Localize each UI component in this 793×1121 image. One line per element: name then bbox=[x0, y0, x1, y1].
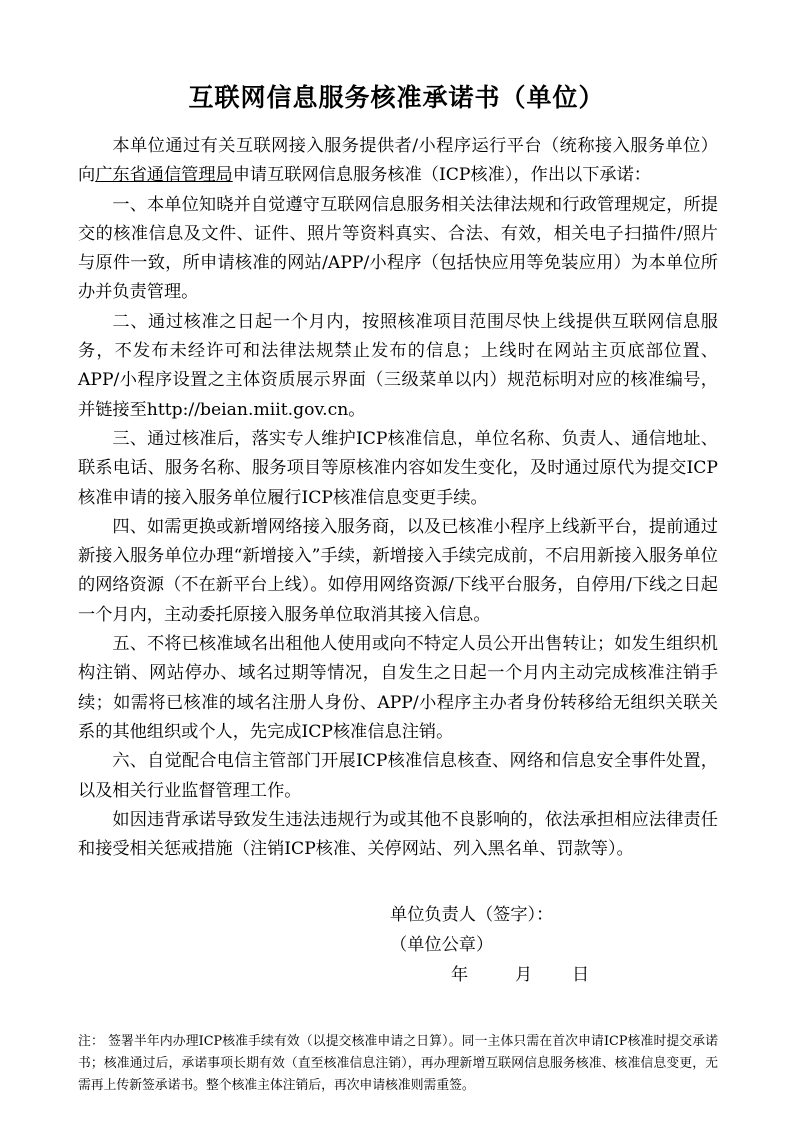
clause-2: 二、通过核准之日起一个月内，按照核准项目范围尽快上线提供互联网信息服务，不发布未经许可和法律法规禁止发布的信息；上线时在网站主页底部位置、APP/小程序设置之主体资质展示界面（三级菜单以内）规范标明对应的核准编号，并链接至http://beian.miit.gov.cn。 bbox=[78, 311, 718, 420]
responsible-signature-label: 单位负责人（签字）： bbox=[390, 905, 554, 925]
footnote: 注： 签署半年内办理ICP核准手续有效（以提交核准申请之日算）。同一主体只需在首次申请ICP核准时提交承诺书；核准通过后，承诺事项长期有效（直至核准信息注销），再办理新增互联网信息服务核准、核准信息变更，无需再上传新签承诺书。整个核准主体注销后，再次申请核准则需重签。 bbox=[78, 1034, 718, 1093]
document-title: 互联网信息服务核准承诺书（单位） bbox=[188, 83, 605, 112]
liability-paragraph: 如因违背承诺导致发生违法违规行为或其他不良影响的，依法承担相应法律责任和接受相关惩戒措施（注销ICP核准、关停网站、列入黑名单、罚款等）。 bbox=[78, 809, 718, 860]
intro-paragraph bbox=[78, 132, 718, 191]
seal-label: （单位公章） bbox=[390, 935, 494, 955]
year-label: 年 bbox=[451, 965, 469, 985]
intro-text-before: 本单位通过有关互联网接入服务提供者/小程序运行平台（统称接入服务单位）向 bbox=[78, 136, 718, 186]
day-label: 日 bbox=[572, 965, 590, 985]
date-line bbox=[0, 960, 793, 984]
authority-name: 广东省通信管理局 bbox=[95, 165, 233, 186]
commitment-body bbox=[78, 132, 718, 864]
month-label: 月 bbox=[515, 965, 533, 985]
clause-6: 六、自觉配合电信主管部门开展ICP核准信息核查、网络和信息安全事件处置，以及相关行业监督管理工作。 bbox=[78, 751, 718, 801]
clause-5: 五、不将已核准域名出租他人使用或向不特定人员公开出售转让；如发生组织机构注销、网站停办、域名过期等情况，自发生之日起一个月内主动完成核准注销手续；如需将已核准的域名注册人身份、APP/小程序主办者身份转移给无组织关联关系的其他组织或个人，先完成ICP核准信息注销。 bbox=[78, 634, 718, 742]
clause-4: 四、如需更换或新增网络接入服务商，以及已核准小程序上线新平台，提前通过新接入服务单位办理“新增接入”手续，新增接入手续完成前，不启用新接入服务单位的网络资源（不在新平台上线）。如停用网络资源/下线平台服务，自停用/下线之日起一个月内，主动委托原接入服务单位取消其接入信息。 bbox=[78, 516, 718, 625]
clause-1: 一、本单位知晓并自觉遵守互联网信息服务相关法律法规和行政管理规定，所提交的核准信息及文件、证件、照片等资料真实、合法、有效，相关电子扫描件/照片与原件一致，所申请核准的网站/APP/小程序（包括快应用等免装应用）为本单位所办并负责管理。 bbox=[78, 194, 718, 303]
clause-3: 三、通过核准后，落实专人维护ICP核准信息，单位名称、负责人、通信地址、联系电话、服务名称、服务项目等原核准内容如发生变化，及时通过原代为提交ICP核准申请的接入服务单位履行ICP核准信息变更手续。 bbox=[78, 428, 718, 508]
intro-text-after: 申请互联网信息服务核准（ICP核准），作出以下承诺： bbox=[232, 165, 651, 186]
